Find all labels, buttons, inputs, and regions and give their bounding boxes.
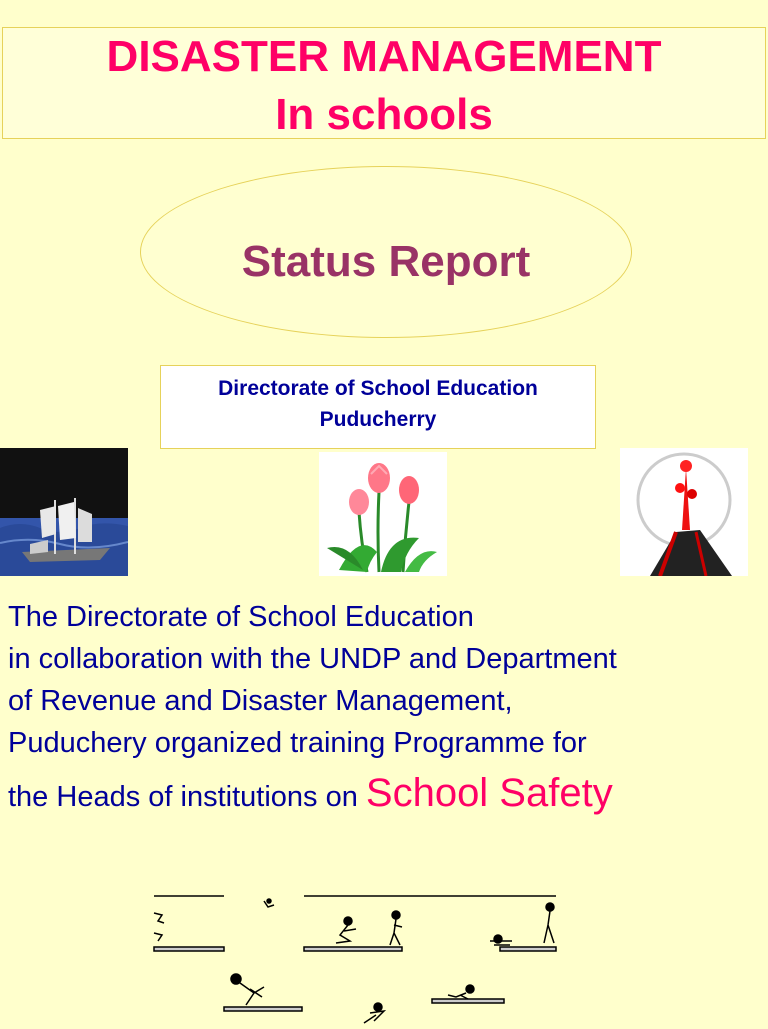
title-box bbox=[2, 27, 766, 139]
body-line-3: of Revenue and Disaster Management, bbox=[8, 685, 513, 717]
directorate-name: Directorate of School Education bbox=[218, 377, 538, 400]
body-line-1: The Directorate of School Education bbox=[8, 601, 474, 633]
erupting-volcano-image bbox=[620, 448, 748, 576]
body-line-2: in collaboration with the UNDP and Department bbox=[8, 643, 617, 675]
directorate-location: Puducherry bbox=[319, 408, 437, 431]
body-line-5-text: the Heads of institutions on bbox=[8, 781, 366, 813]
tulip-flowers-image bbox=[319, 452, 447, 576]
directorate-box bbox=[160, 365, 596, 449]
body-line-5 bbox=[8, 772, 758, 818]
body-paragraph bbox=[8, 596, 758, 818]
main-title: DISASTER MANAGEMENT bbox=[106, 32, 662, 81]
school-safety-highlight: School Safety bbox=[365, 771, 613, 815]
body-line-4: Puduchery organized training Programme for bbox=[8, 727, 587, 759]
status-report-label: Status Report bbox=[241, 237, 531, 286]
ship-in-storm-image bbox=[0, 448, 128, 576]
status-ellipse bbox=[140, 166, 632, 338]
main-subtitle: In schools bbox=[275, 90, 493, 139]
evacuation-drill-illustration bbox=[150, 885, 560, 1029]
